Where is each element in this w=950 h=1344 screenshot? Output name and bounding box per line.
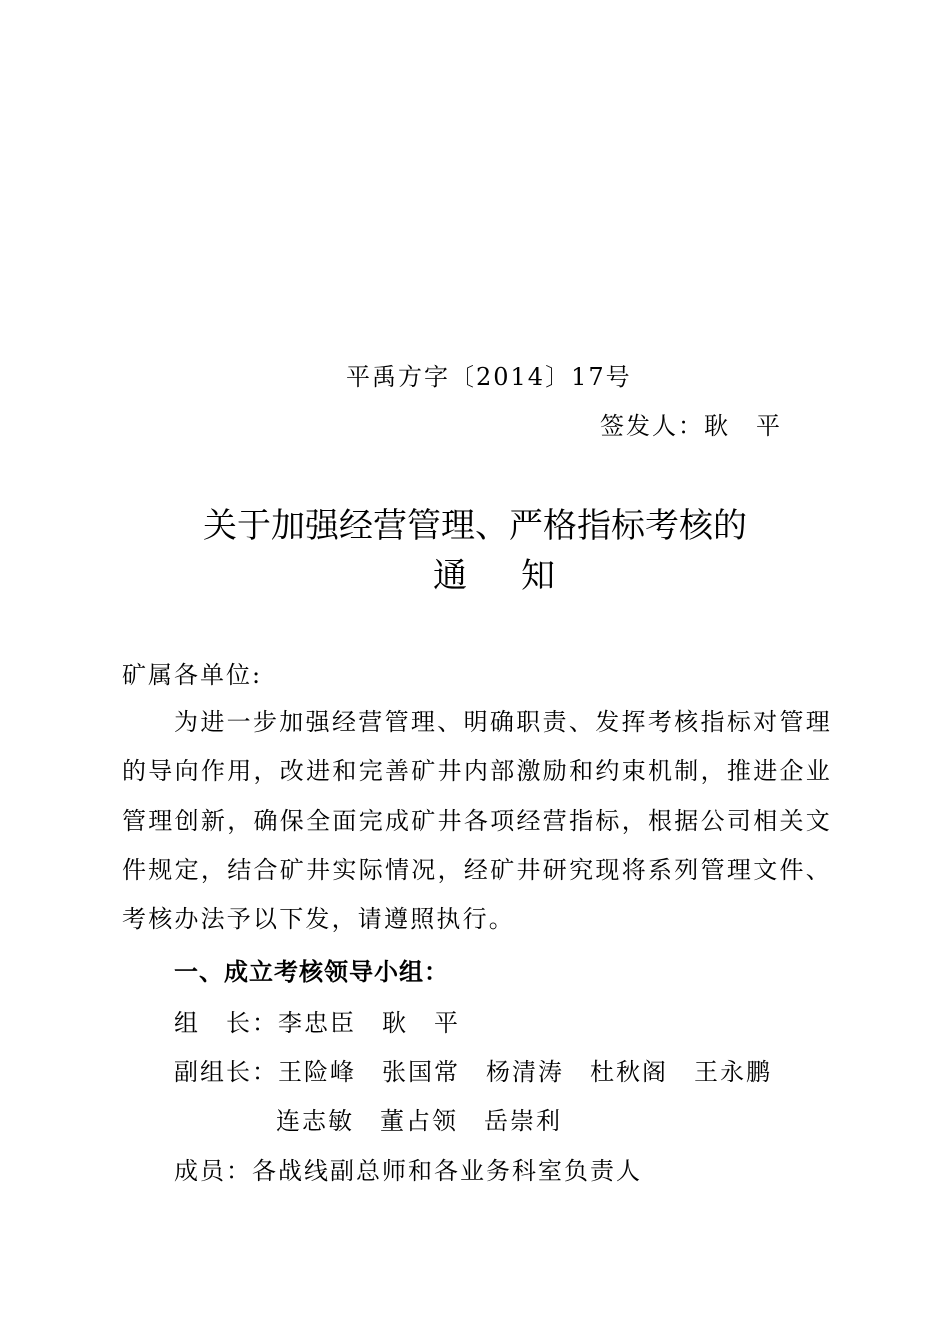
leader-row	[174, 1008, 486, 1038]
deputy-name: 杜秋阁	[590, 1058, 668, 1086]
deputy-row	[174, 1057, 798, 1087]
deputy-name: 连志敏	[276, 1107, 354, 1135]
deputy-name: 王永鹏	[694, 1058, 772, 1086]
deputy-row-continued	[276, 1106, 588, 1136]
deputy-name: 王险峰	[278, 1058, 356, 1086]
members-label: 成员：	[174, 1157, 252, 1185]
title-char-1: 通	[433, 556, 469, 596]
signer: 签发人：耿 平	[600, 412, 782, 440]
salutation: 矿属各单位:	[122, 661, 263, 689]
deputy-name: 杨清涛	[486, 1058, 564, 1086]
deputy-name: 董占领	[380, 1107, 458, 1135]
document-title-line1: 关于加强经营管理、严格指标考核的	[203, 506, 747, 546]
document-number: 平禹方字〔2014〕17号	[346, 363, 632, 391]
leader-label: 组 长：	[174, 1009, 278, 1037]
deputy-label: 副组长：	[174, 1058, 278, 1086]
deputy-name: 张国常	[382, 1058, 460, 1086]
body-paragraph: 为进一步加强经营管理、明确职责、发挥考核指标对管理的导向作用，改进和完善矿井内部激励和约束机制，推进企业管理创新，确保全面完成矿井各项经营指标，根据公司相关文件规定，结合矿井实际情况，经矿井研究现将系列管理文件、考核办法予以下发，请遵照执行。	[122, 708, 832, 934]
deputy-name: 岳崇利	[484, 1107, 562, 1135]
members-row	[174, 1156, 642, 1186]
title-char-2: 知	[521, 556, 557, 596]
section-heading: 一、成立考核领导小组：	[174, 958, 449, 986]
leader-name: 耿 平	[382, 1009, 460, 1037]
leader-name: 李忠臣	[278, 1009, 356, 1037]
document-title-line2	[0, 554, 950, 598]
members-text: 各战线副总师和各业务科室负责人	[252, 1157, 642, 1185]
